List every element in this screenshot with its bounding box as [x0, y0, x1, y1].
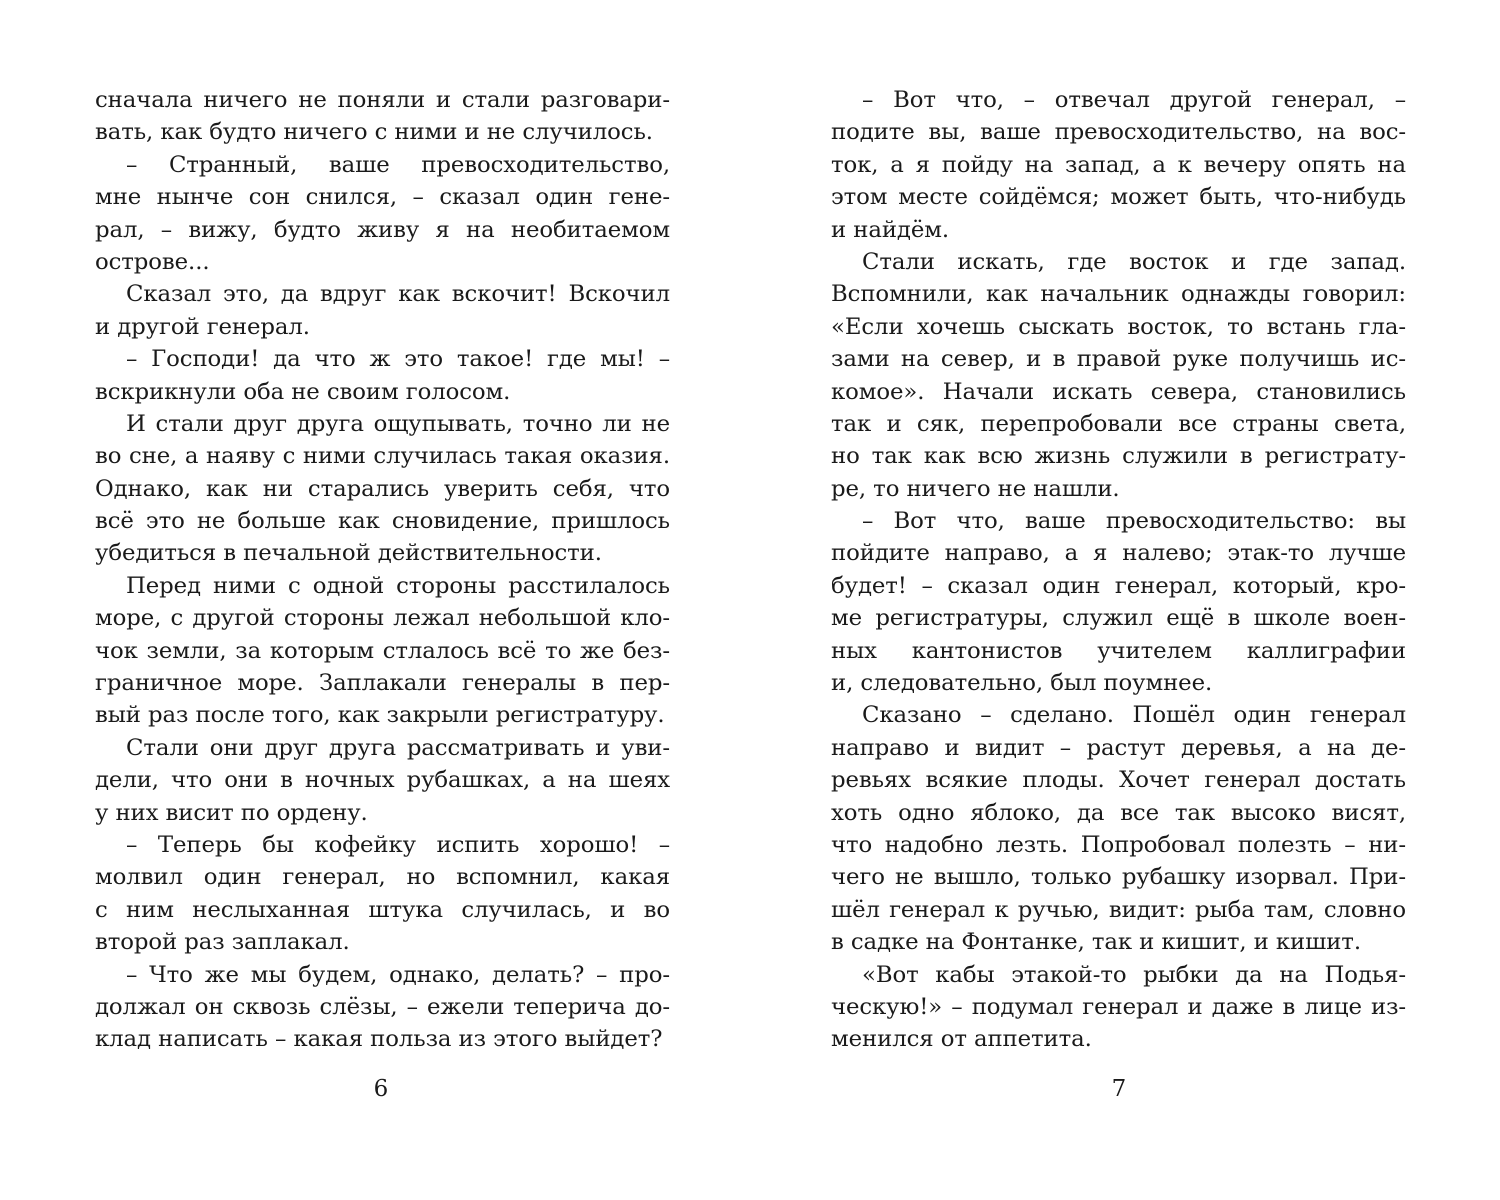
text-line: комое». Начали искать севера, становились [831, 378, 1406, 405]
text-line: – Вот что, ваше превосходительство: вы [862, 508, 1406, 535]
text-line: – Вот что, – отвечал другой генерал, – [862, 87, 1406, 113]
text-line: должал он сквозь слёзы, – ежели теперича до- [95, 993, 670, 1020]
text-line: и другой генерал. [95, 313, 310, 340]
text-line: – Господи! да что ж это такое! где мы! – [126, 346, 670, 373]
text-line: клад написать – какая польза из этого выйдет? [95, 1026, 663, 1053]
text-line: рал, – вижу, будто живу я на необитаемом [95, 216, 670, 243]
text-line: у них висит по ордену. [95, 799, 368, 826]
text-line: и, следовательно, был поумнее. [831, 670, 1213, 697]
text-line: мне нынче сон снился, – сказал один гене- [95, 184, 670, 211]
text-line: зами на север, и в правой руке получишь ис- [831, 346, 1406, 373]
text-line: Сказал это, да вдруг как вскочит! Вскочил [126, 281, 670, 308]
text-line: ческую!» – подумал генерал и даже в лице из- [831, 993, 1406, 1020]
text-line: ток, а я пойду на запад, а к вечеру опять на [831, 151, 1406, 178]
text-line: Перед ними с одной стороны расстилалось [126, 572, 670, 599]
text-line: вать, как будто ничего с ними и не случилось. [95, 119, 653, 146]
text-line: «Если хочешь сыскать восток, то встань гла- [831, 313, 1406, 340]
text-line: – Теперь бы кофейку испить хорошо! – [126, 831, 670, 858]
text-line: пойдите направо, а я налево; этак-то лучше [831, 540, 1406, 567]
text-line: ре, то ничего не нашли. [831, 475, 1120, 502]
text-line: ме регистратуры, служил ещё в школе воен- [831, 605, 1406, 632]
text-line: направо и видит – растут деревья, а на де- [831, 734, 1406, 761]
text-line: всё это не больше как сновидение, пришлось [95, 508, 670, 535]
text-line: вый раз после того, как закрыли регистратуру. [95, 702, 665, 729]
right-page-text [831, 84, 1406, 1056]
text-line: чего не вышло, только рубашку изорвал. При- [831, 864, 1406, 891]
text-line: острове... [95, 248, 210, 275]
text-line: граничное море. Заплакали генералы в пер- [95, 670, 670, 697]
text-line: И стали друг друга ощупывать, точно ли не [126, 410, 670, 437]
text-line: во сне, а наяву с ними случилась такая оказия. [95, 443, 670, 470]
text-line: Вспомнили, как начальник однажды говорил: [831, 281, 1406, 308]
text-line: Стали искать, где восток и где запад. [862, 248, 1406, 275]
text-line: подите вы, ваше превосходительство, на вос- [831, 119, 1406, 146]
text-line: молвил один генерал, но вспомнил, какая [95, 864, 670, 891]
text-line: вскрикнули оба не своим голосом. [95, 378, 511, 405]
text-line: что надобно лезть. Попробовал полезть – ни- [831, 831, 1406, 858]
text-line: Однако, как ни старались уверить себя, что [95, 475, 670, 502]
text-line: – Что же мы будем, однако, делать? – про- [126, 961, 670, 988]
text-line: дели, что они в ночных рубашках, а на шеях [95, 767, 670, 794]
text-line: в садке на Фонтанке, так и кишит, и кишит. [831, 929, 1361, 956]
text-line: будет! – сказал один генерал, который, кро- [831, 572, 1406, 599]
text-line: и найдём. [831, 216, 950, 243]
text-line: – Странный, ваше превосходительство, [126, 151, 670, 178]
text-line: ревьях всякие плоды. Хочет генерал достать [831, 767, 1406, 794]
text-line: менился от аппетита. [831, 1026, 1092, 1053]
text-line: этом месте сойдёмся; может быть, что-нибудь [831, 184, 1406, 211]
text-line: ных кантонистов учителем каллиграфии [831, 637, 1406, 664]
text-line: убедиться в печальной действительности. [95, 540, 602, 567]
text-line: сначала ничего не поняли и стали разговари- [95, 87, 670, 113]
text-line: шёл генерал к ручью, видит: рыба там, словно [831, 896, 1406, 923]
text-line: второй раз заплакал. [95, 929, 350, 956]
text-line: чок земли, за которым стлалось всё то же без- [95, 637, 670, 664]
text-line: но так как всю жизнь служили в регистрату- [831, 443, 1406, 470]
text-line: «Вот кабы этакой-то рыбки да на Подья- [862, 961, 1406, 988]
left-page-text [95, 84, 670, 1056]
text-line: хоть одно яблоко, да все так высоко висят, [831, 799, 1406, 826]
text-line: с ним неслыханная штука случилась, и во [95, 896, 670, 923]
left-page-number: 6 [373, 1076, 389, 1102]
text-line: Стали они друг друга рассматривать и уви- [126, 734, 670, 761]
text-line: море, с другой стороны лежал небольшой кло- [95, 605, 670, 632]
text-line: так и сяк, перепробовали все страны света, [831, 410, 1406, 437]
text-line: Сказано – сделано. Пошёл один генерал [862, 702, 1406, 729]
right-page-number: 7 [1111, 1076, 1127, 1102]
